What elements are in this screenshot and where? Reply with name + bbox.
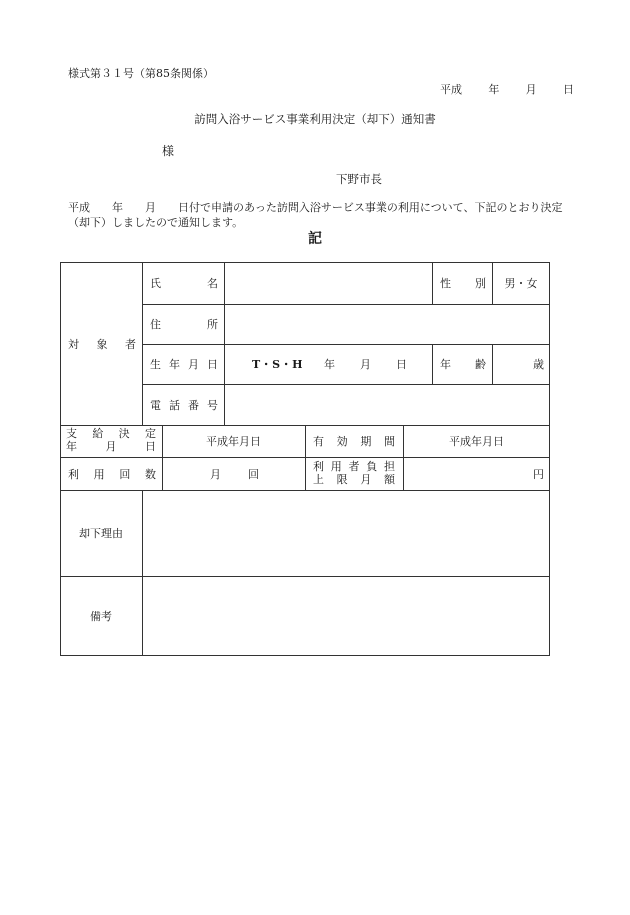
usage-unit-times: 回 bbox=[248, 467, 259, 481]
date-month: 月 bbox=[525, 83, 537, 96]
validity-field[interactable]: 平成年月日 bbox=[449, 435, 504, 448]
usage-count-field[interactable] bbox=[162, 457, 305, 490]
remarks-field[interactable] bbox=[142, 576, 550, 656]
birthdate-month: 月 bbox=[360, 358, 371, 371]
copay-limit-field[interactable]: 円 bbox=[533, 467, 544, 481]
phone-label: 電 話 番 号 bbox=[150, 398, 218, 412]
date-year: 年 bbox=[488, 83, 500, 96]
sex-label: 性 別 bbox=[440, 277, 486, 290]
date-era: 平成 bbox=[440, 83, 462, 96]
rejection-reason-label: 却下理由 bbox=[79, 527, 123, 540]
ki-heading: 記 bbox=[308, 231, 322, 247]
remarks-label: 備考 bbox=[90, 610, 112, 623]
grid-line bbox=[142, 262, 143, 425]
subject-label: 対 象 者 bbox=[68, 337, 136, 351]
decision-date-label: 支 給 決 定 年 月 日 bbox=[66, 427, 156, 453]
issue-date bbox=[440, 84, 574, 95]
birthdate-day: 日 bbox=[396, 358, 407, 371]
copay-limit-label: 利 用 者 負 担 上 限 月 額 bbox=[313, 459, 395, 486]
validity-label: 有 効 期 間 bbox=[313, 435, 395, 448]
sex-field[interactable]: 男・女 bbox=[504, 277, 538, 290]
birthdate-year: 年 bbox=[324, 358, 335, 371]
grid-line bbox=[432, 344, 433, 384]
grid-line bbox=[305, 425, 306, 490]
usage-count-label: 利 用 回 数 bbox=[68, 467, 156, 481]
phone-field[interactable] bbox=[224, 384, 550, 425]
addressee-honorific: 様 bbox=[162, 144, 175, 158]
body-text: 平成 年 月 日付で申請のあった訪問入浴サービス事業の利用について、下記のとおり決定（却下）しましたので通知します。 bbox=[68, 201, 563, 229]
birthdate-era: T・S・H bbox=[252, 358, 304, 371]
name-label: 氏 名 bbox=[150, 277, 218, 290]
birthdate-field[interactable] bbox=[224, 344, 432, 384]
name-field[interactable] bbox=[224, 262, 432, 304]
decision-date-field[interactable]: 平成年月日 bbox=[206, 435, 261, 448]
grid-line bbox=[432, 262, 433, 304]
age-label: 年 齢 bbox=[440, 358, 486, 371]
address-label: 住 所 bbox=[150, 318, 218, 331]
rejection-reason-field[interactable] bbox=[142, 490, 550, 576]
age-field[interactable]: 歳 bbox=[533, 358, 544, 371]
birthdate-label: 生 年 月 日 bbox=[150, 358, 218, 371]
issuer: 下野市長 bbox=[336, 172, 382, 186]
form-number: 様式第３１号（第85条関係） bbox=[68, 67, 214, 80]
usage-unit-month: 月 bbox=[210, 467, 221, 481]
date-day: 日 bbox=[562, 83, 574, 96]
address-field[interactable] bbox=[224, 304, 550, 344]
document-title: 訪問入浴サービス事業利用決定（却下）通知書 bbox=[194, 112, 436, 126]
